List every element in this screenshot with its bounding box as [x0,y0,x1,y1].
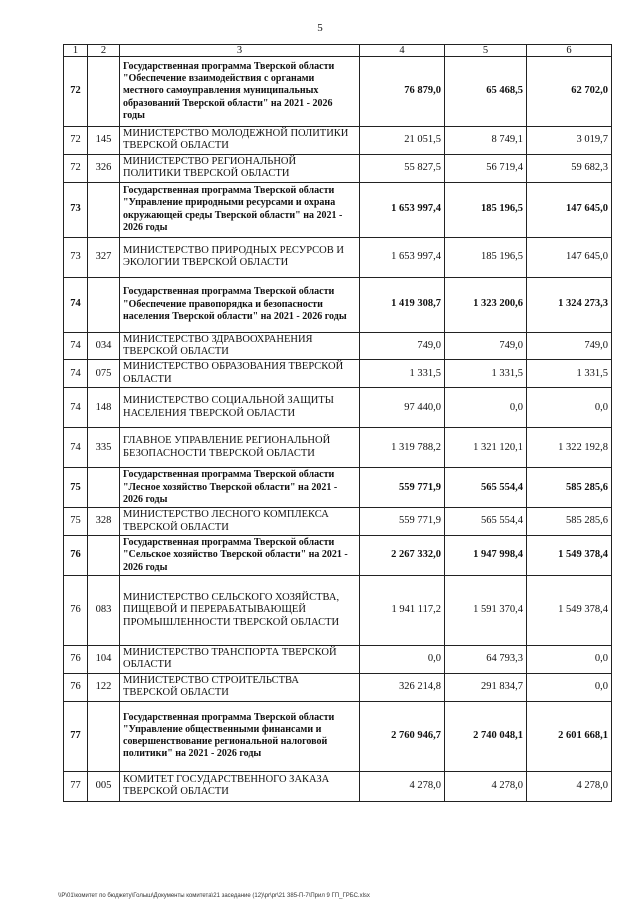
amount-col5-cell: 64 793,3 [445,646,527,674]
amount-col6-cell: 147 645,0 [527,182,612,237]
name-cell: Государственная программа Тверской области "Обеспечение взаимодействия с органами местного самоуправления муниципальных образований Тверской области" на 2021 - 2026 годы [120,57,360,127]
column-header-4: 4 [360,45,445,57]
department-code-cell: 034 [88,332,120,360]
amount-col4-cell: 55 827,5 [360,154,445,182]
name-cell: Государственная программа Тверской области "Лесное хозяйство Тверской области" на 2021 - 2026 годы [120,468,360,508]
amount-col6-cell: 4 278,0 [527,771,612,801]
department-code-cell [88,701,120,771]
name-cell: МИНИСТЕРСТВО ТРАНСПОРТА ТВЕРСКОЙ ОБЛАСТИ [120,646,360,674]
amount-col6-cell: 1 322 192,8 [527,428,612,468]
row-number-cell: 76 [64,673,88,701]
amount-col5-cell: 565 554,4 [445,468,527,508]
amount-col6-cell: 1 324 273,3 [527,277,612,332]
ministry-row [64,771,612,801]
amount-col5-cell: 565 554,4 [445,508,527,536]
program-row [64,182,612,237]
amount-col6-cell: 0,0 [527,673,612,701]
name-cell: МИНИСТЕРСТВО СЕЛЬСКОГО ХОЗЯЙСТВА, ПИЩЕВОЙ И ПЕРЕРАБАТЫВАЮЩЕЙ ПРОМЫШЛЕННОСТИ ТВЕРСКОЙ ОБЛАСТИ [120,576,360,646]
ministry-row [64,360,612,388]
column-header-3: 3 [120,45,360,57]
amount-col6-cell: 59 682,3 [527,154,612,182]
amount-col4-cell: 2 760 946,7 [360,701,445,771]
name-cell: МИНИСТЕРСТВО ПРИРОДНЫХ РЕСУРСОВ И ЭКОЛОГИИ ТВЕРСКОЙ ОБЛАСТИ [120,237,360,277]
name-cell: КОМИТЕТ ГОСУДАРСТВЕННОГО ЗАКАЗА ТВЕРСКОЙ ОБЛАСТИ [120,771,360,801]
amount-col6-cell: 0,0 [527,388,612,428]
ministry-row [64,332,612,360]
name-cell: МИНИСТЕРСТВО ОБРАЗОВАНИЯ ТВЕРСКОЙ ОБЛАСТИ [120,360,360,388]
row-number-cell: 76 [64,576,88,646]
row-number-cell: 76 [64,536,88,576]
department-code-cell [88,468,120,508]
department-code-cell: 104 [88,646,120,674]
row-number-cell: 74 [64,388,88,428]
row-number-cell: 74 [64,428,88,468]
amount-col5-cell: 1 591 370,4 [445,576,527,646]
amount-col6-cell: 147 645,0 [527,237,612,277]
amount-col4-cell: 1 941 117,2 [360,576,445,646]
amount-col5-cell: 1 321 120,1 [445,428,527,468]
column-header-2: 2 [88,45,120,57]
ministry-row [64,428,612,468]
department-code-cell: 122 [88,673,120,701]
ministry-row [64,673,612,701]
ministry-row [64,646,612,674]
department-code-cell [88,57,120,127]
amount-col4-cell: 559 771,9 [360,508,445,536]
amount-col6-cell: 1 549 378,4 [527,576,612,646]
program-row [64,701,612,771]
department-code-cell [88,277,120,332]
amount-col6-cell: 0,0 [527,646,612,674]
name-cell: МИНИСТЕРСТВО РЕГИОНАЛЬНОЙ ПОЛИТИКИ ТВЕРСКОЙ ОБЛАСТИ [120,154,360,182]
row-number-cell: 74 [64,332,88,360]
department-code-cell: 327 [88,237,120,277]
ministry-row [64,576,612,646]
department-code-cell: 326 [88,154,120,182]
amount-col4-cell: 1 419 308,7 [360,277,445,332]
header-row [64,45,612,57]
name-cell: ГЛАВНОЕ УПРАВЛЕНИЕ РЕГИОНАЛЬНОЙ БЕЗОПАСНОСТИ ТВЕРСКОЙ ОБЛАСТИ [120,428,360,468]
amount-col4-cell: 4 278,0 [360,771,445,801]
amount-col6-cell: 62 702,0 [527,57,612,127]
amount-col4-cell: 76 879,0 [360,57,445,127]
amount-col4-cell: 1 331,5 [360,360,445,388]
row-number-cell: 72 [64,127,88,155]
ministry-row [64,127,612,155]
amount-col5-cell: 65 468,5 [445,57,527,127]
amount-col4-cell: 326 214,8 [360,673,445,701]
amount-col4-cell: 97 440,0 [360,388,445,428]
budget-table [63,44,612,802]
amount-col5-cell: 1 331,5 [445,360,527,388]
name-cell: Государственная программа Тверской области "Сельское хозяйство Тверской области" на 2021 - 2026 годы [120,536,360,576]
amount-col4-cell: 21 051,5 [360,127,445,155]
program-row [64,57,612,127]
department-code-cell: 335 [88,428,120,468]
amount-col6-cell: 2 601 668,1 [527,701,612,771]
amount-col4-cell: 559 771,9 [360,468,445,508]
amount-col5-cell: 1 323 200,6 [445,277,527,332]
amount-col6-cell: 749,0 [527,332,612,360]
name-cell: МИНИСТЕРСТВО ЛЕСНОГО КОМПЛЕКСА ТВЕРСКОЙ ОБЛАСТИ [120,508,360,536]
amount-col5-cell: 749,0 [445,332,527,360]
row-number-cell: 76 [64,646,88,674]
program-row [64,277,612,332]
department-code-cell [88,182,120,237]
page-number: 5 [317,22,323,34]
table-body [64,57,612,802]
ministry-row [64,388,612,428]
row-number-cell: 75 [64,508,88,536]
amount-col4-cell: 1 653 997,4 [360,237,445,277]
program-row [64,536,612,576]
name-cell: МИНИСТЕРСТВО МОЛОДЕЖНОЙ ПОЛИТИКИ ТВЕРСКОЙ ОБЛАСТИ [120,127,360,155]
department-code-cell: 005 [88,771,120,801]
amount-col5-cell: 0,0 [445,388,527,428]
amount-col5-cell: 56 719,4 [445,154,527,182]
amount-col4-cell: 749,0 [360,332,445,360]
name-cell: Государственная программа Тверской области "Управление природными ресурсами и охрана окружающей среды Тверской области" на 2021 - 2026 годы [120,182,360,237]
amount-col5-cell: 8 749,1 [445,127,527,155]
amount-col5-cell: 1 947 998,4 [445,536,527,576]
column-header-6: 6 [527,45,612,57]
row-number-cell: 75 [64,468,88,508]
column-header-1: 1 [64,45,88,57]
row-number-cell: 77 [64,701,88,771]
name-cell: Государственная программа Тверской области "Управление общественными финансами и совершенствование региональной налоговой политики" на 2021 - 2026 годы [120,701,360,771]
name-cell: МИНИСТЕРСТВО СТРОИТЕЛЬСТВА ТВЕРСКОЙ ОБЛАСТИ [120,673,360,701]
column-header-5: 5 [445,45,527,57]
amount-col5-cell: 291 834,7 [445,673,527,701]
program-row [64,468,612,508]
footer-file-path: \\Р\01\комитет по бюджету\Голыш\Документы комитета\21 заседание (12)\pr\pr\21 385-П-7\Прил 9 ГП_ГРБС.xlsx [58,893,370,899]
amount-col4-cell: 1 319 788,2 [360,428,445,468]
row-number-cell: 74 [64,277,88,332]
department-code-cell: 075 [88,360,120,388]
amount-col5-cell: 2 740 048,1 [445,701,527,771]
name-cell: МИНИСТЕРСТВО СОЦИАЛЬНОЙ ЗАЩИТЫ НАСЕЛЕНИЯ ТВЕРСКОЙ ОБЛАСТИ [120,388,360,428]
row-number-cell: 74 [64,360,88,388]
row-number-cell: 73 [64,182,88,237]
amount-col5-cell: 185 196,5 [445,237,527,277]
amount-col5-cell: 4 278,0 [445,771,527,801]
amount-col4-cell: 2 267 332,0 [360,536,445,576]
amount-col6-cell: 3 019,7 [527,127,612,155]
ministry-row [64,154,612,182]
amount-col6-cell: 1 549 378,4 [527,536,612,576]
amount-col5-cell: 185 196,5 [445,182,527,237]
department-code-cell: 145 [88,127,120,155]
name-cell: МИНИСТЕРСТВО ЗДРАВООХРАНЕНИЯ ТВЕРСКОЙ ОБЛАСТИ [120,332,360,360]
department-code-cell: 328 [88,508,120,536]
row-number-cell: 72 [64,57,88,127]
row-number-cell: 77 [64,771,88,801]
department-code-cell: 083 [88,576,120,646]
amount-col4-cell: 0,0 [360,646,445,674]
ministry-row [64,237,612,277]
department-code-cell [88,536,120,576]
amount-col6-cell: 1 331,5 [527,360,612,388]
name-cell: Государственная программа Тверской области "Обеспечение правопорядка и безопасности населения Тверской области" на 2021 - 2026 годы [120,277,360,332]
amount-col4-cell: 1 653 997,4 [360,182,445,237]
row-number-cell: 72 [64,154,88,182]
ministry-row [64,508,612,536]
department-code-cell: 148 [88,388,120,428]
amount-col6-cell: 585 285,6 [527,508,612,536]
row-number-cell: 73 [64,237,88,277]
amount-col6-cell: 585 285,6 [527,468,612,508]
